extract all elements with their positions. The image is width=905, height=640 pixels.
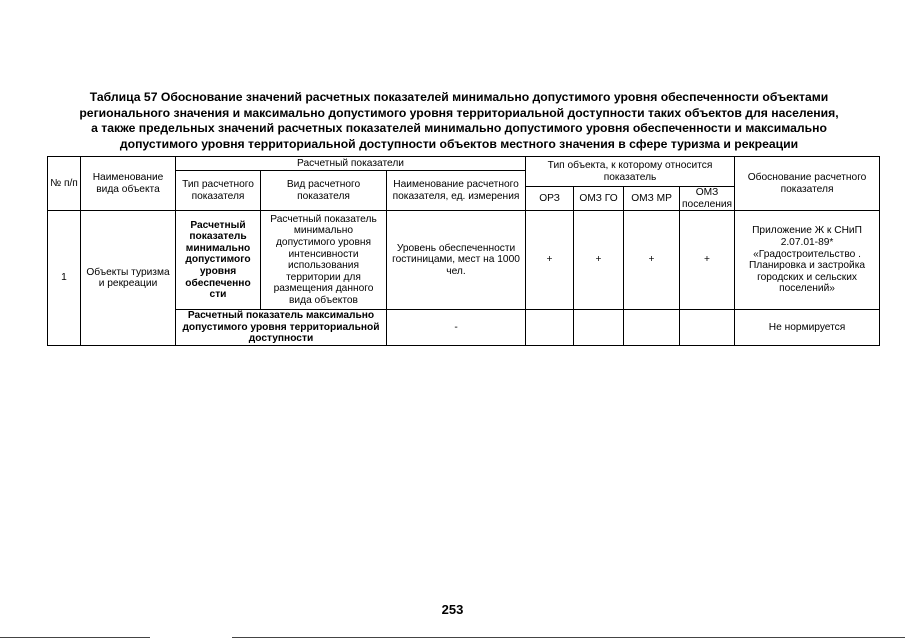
row1-omz-mr: + xyxy=(624,211,680,310)
caption-line-3: а также предельных значений расчетных показателей минимально допустимого уровня обеспеченности и максимально xyxy=(91,121,827,136)
row2-omz-pos xyxy=(680,310,735,346)
table-row xyxy=(48,211,880,310)
row2-omz-mr xyxy=(624,310,680,346)
row1-orz: + xyxy=(526,211,574,310)
row2-justification: Не нормируется xyxy=(735,310,880,346)
page-number: 253 xyxy=(441,602,464,617)
header-object-type-group: Тип объекта, к которому относится показатель xyxy=(526,157,735,187)
row1-num: 1 xyxy=(48,211,81,346)
caption-line-4: допустимого уровня территориальной доступности объектов местного значения в сфере туризма и рекреации xyxy=(119,136,799,151)
header-indicator-name: Наименование расчетного показателя, ед. измерения xyxy=(387,171,526,211)
row1-object-name: Объекты туризма и рекреации xyxy=(81,211,176,346)
row1-omz-pos: + xyxy=(680,211,735,310)
row2-omz-go xyxy=(574,310,624,346)
header-object-name: Наименование вида объекта xyxy=(81,157,176,211)
scan-edge-line-right xyxy=(232,637,905,638)
caption-line-1: Таблица 57 Обоснование значений расчетных показателей минимально допустимого уровня обеспеченности объектами xyxy=(89,90,829,104)
header-num: № п/п xyxy=(48,157,81,211)
header-orz: ОРЗ xyxy=(526,187,574,211)
row1-justification: Приложение Ж к СНиП 2.07.01-89* «Градостроительство . Планировка и застройка городских и сельских поселений» xyxy=(735,211,880,310)
row2-orz xyxy=(526,310,574,346)
row1-indicator-name: Уровень обеспеченности гостиницами, мест на 1000 чел. xyxy=(387,211,526,310)
header-justification: Обоснование расчетного показателя xyxy=(735,157,880,211)
table-caption xyxy=(40,90,878,152)
header-kind: Вид расчетного показателя xyxy=(261,171,387,211)
header-omz-mr: ОМЗ МР xyxy=(624,187,680,211)
row1-kind: Расчетный показатель минимально допустимого уровня интенсивности использования территории для размещения данного вида объектов xyxy=(261,211,387,310)
header-type: Тип расчетного показателя xyxy=(176,171,261,211)
row2-indicator-name: - xyxy=(387,310,526,346)
header-omz-pos: ОМЗ поселения xyxy=(680,187,735,211)
header-omz-go: ОМЗ ГО xyxy=(574,187,624,211)
tourism-table xyxy=(47,156,880,346)
row2-type: Расчетный показатель максимально допустимого уровня территориальной доступности xyxy=(176,310,387,346)
scan-edge-line-left xyxy=(0,637,150,638)
caption-line-2: регионального значения и максимально допустимого уровня территориальной доступности таких объектов для населения, xyxy=(79,105,839,120)
row1-type: Расчетный показатель минимально допустимого уровня обеспеченно сти xyxy=(176,211,261,310)
header-calc-group: Расчетный показатели xyxy=(176,157,526,171)
row1-omz-go: + xyxy=(574,211,624,310)
